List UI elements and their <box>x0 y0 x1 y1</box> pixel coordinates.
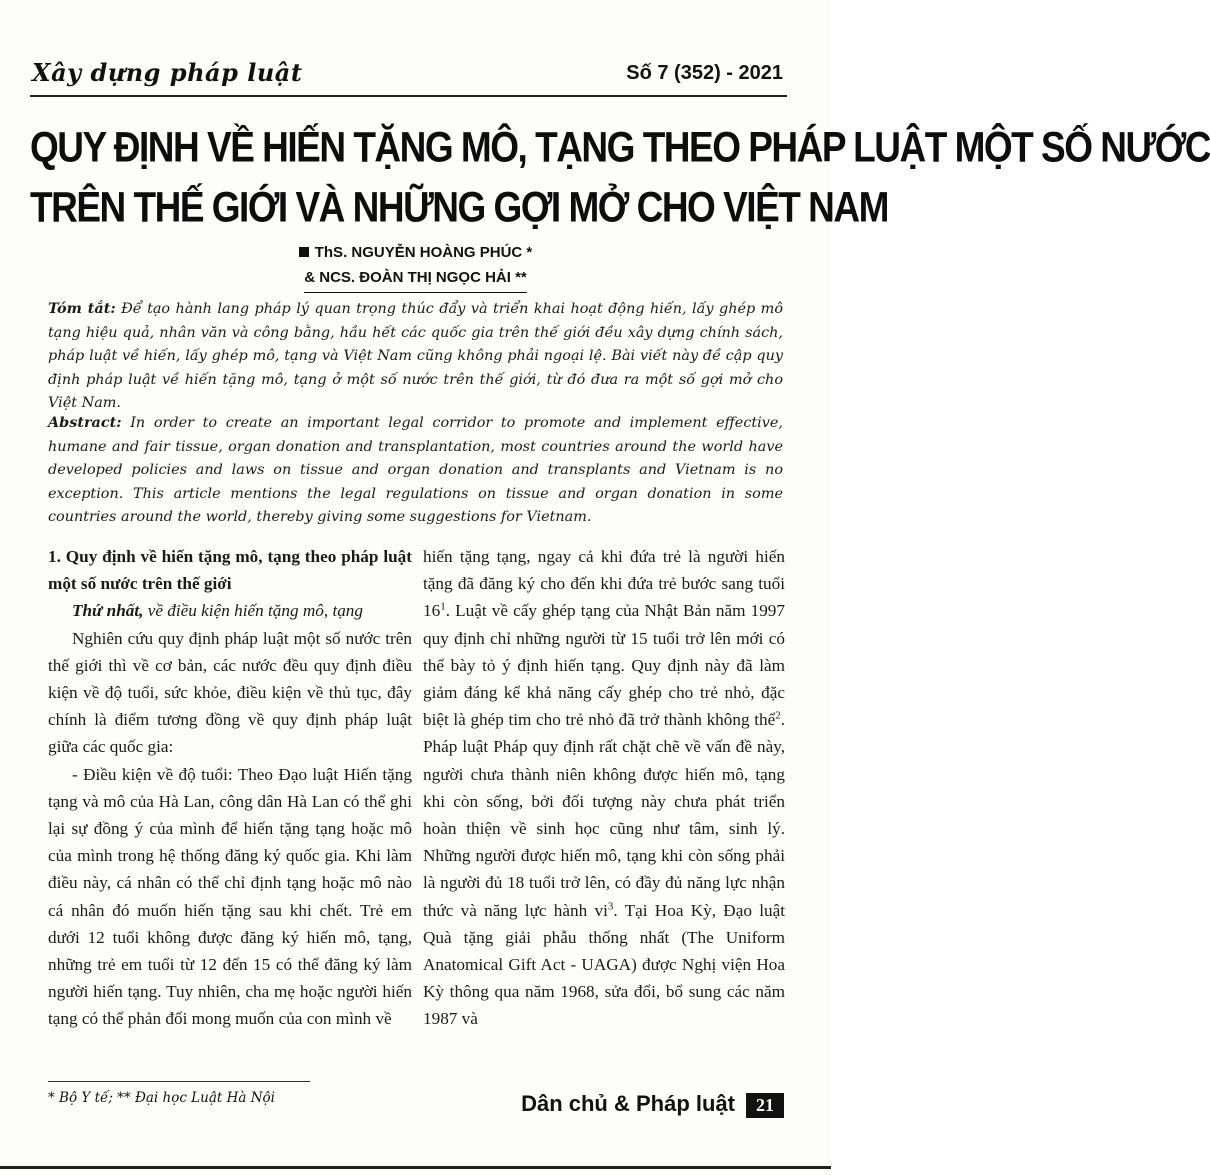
abstract-en-label: Abstract: <box>48 414 122 431</box>
footnote-ref[interactable]: 1 <box>440 600 446 613</box>
abstract-english <box>48 411 783 530</box>
footnote-ref[interactable]: 2 <box>775 709 781 722</box>
bullet-square-icon <box>299 247 309 257</box>
article-title <box>30 118 1210 238</box>
title-line-1: QUY ĐỊNH VỀ HIẾN TẶNG MÔ, TẠNG THEO PHÁP LUẬT MỘT SỐ NƯỚC <box>30 123 1210 171</box>
section-heading: 1. Quy định về hiến tặng mô, tạng theo pháp luật một số nước trên thế giới <box>48 547 412 594</box>
author-list <box>0 240 831 293</box>
abstract-vietnamese <box>48 297 783 416</box>
body-column-right <box>423 543 785 1033</box>
title-line-2: TRÊN THẾ GIỚI VÀ NHỮNG GỢI MỞ CHO VIỆT NAM <box>30 183 888 231</box>
header-divider <box>30 95 787 97</box>
paragraph: - Điều kiện về độ tuổi: Theo Đạo luật Hiến tặng tạng và mô của Hà Lan, công dân Hà Lan có thể ghi lại sự đồng ý của mình để hiến tặng tạng hoặc mô của mình trong hệ thống đăng ký quốc gia. Khi làm điều này, cá nhân có thể chỉ định tạng hoặc mô nào cá nhân đó muốn hiến tặng sau khi chết. Trẻ em dưới 12 tuổi không được đăng ký hiến mô, tạng, những trẻ em tuổi từ 12 đến 15 có thể đăng ký làm người hiến tạng. Tuy nhiên, cha mẹ hoặc người hiến tạng có thể phản đối mong muốn của con mình về <box>48 764 412 1029</box>
author-1: ThS. NGUYỄN HOÀNG PHÚC * <box>0 240 831 265</box>
footnote-divider <box>48 1081 310 1082</box>
page-number: 21 <box>746 1093 784 1118</box>
body-column-left <box>48 543 412 1033</box>
paragraph: Nghiên cứu quy định pháp luật một số nước trên thế giới thì về cơ bản, các nước đều quy định điều kiện về độ tuổi, sức khỏe, điều kiện về thủ tục, đây chính là điểm tương đồng về quy định pháp luật giữa các quốc gia: <box>48 628 412 757</box>
bottom-divider <box>0 1166 831 1169</box>
abstract-en-text: In order to create an important legal corridor to promote and implement effective, humane and fair tissue, organ donation and transplantation, most countries around the world have developed policies and laws on tissue and organ donation and transplants and Vietnam is no exception. This article mentions the legal regulations on tissue and organ donation in some countries around the world, thereby giving some suggestions for Vietnam. <box>48 415 783 525</box>
abstract-vi-text: Để tạo hành lang pháp lý quan trọng thúc đẩy và triển khai hoạt động hiến, lấy ghép mô tạng hiệu quả, nhân văn và công bằng, hầu hết các quốc gia trên thế giới đều xây dựng chính sách, pháp luật về hiến, lấy ghép mô, tạng và Việt Nam cũng không phải ngoại lệ. Bài viết này đề cập quy định pháp luật về hiến tặng mô, tạng ở một số nước trên thế giới, từ đó đưa ra một số gợi mở cho Việt Nam. <box>48 301 783 411</box>
issue-number: Số 7 (352) - 2021 <box>626 62 783 84</box>
author-2: & NCS. ĐOÀN THỊ NGỌC HẢI ** <box>0 265 831 293</box>
paragraph: hiến tặng tạng, ngay cả khi đứa trẻ là người hiến tặng đã đăng ký cho đến khi đứa trẻ bước sang tuổi $16^1$. Luật về cấy ghép tạng của Nhật Bản năm 1997 quy định chỉ những người từ 15 tuổi trở lên mới có thể bày tỏ ý định hiến tạng. Quy định này đã làm giảm đáng kể khả năng cấy ghép cho trẻ nhỏ, đặc biệt là ghép tim cho trẻ nhỏ đã trở thành không thể$^2$. Pháp luật Pháp quy định rất chặt chẽ về vấn đề này, người chưa thành niên không được hiến mô, tạng khi còn sống, bởi đối tượng này chưa phát triển hoàn thiện về sinh học cũng như tâm, sinh lý. Những người được hiến mô, tạng khi còn sống phải là người đủ 18 tuổi trở lên, có đầy đủ năng lực nhận thức và năng lực hành $vi^3$. Tại Hoa Kỳ, Đạo luật Quà tặng giải phẫu thống nhất (The Uniform Anatomical Gift Act - UAGA) được Nghị viện Hoa Kỳ thông qua năm 1968, sửa đổi, bổ sung các năm 1987 và <box>423 547 785 1029</box>
author-affiliations: * Bộ Y tế; ** Đại học Luật Hà Nội <box>48 1090 275 1106</box>
abstract-vi-label: Tóm tắt: <box>48 300 116 317</box>
magazine-name: Dân chủ & Pháp luật <box>521 1091 735 1116</box>
journal-name: Xây dựng pháp luật <box>32 58 303 87</box>
footnote-ref[interactable]: 3 <box>607 899 614 912</box>
subsection-heading: Thứ nhất, về điều kiện hiến tặng mô, tạng <box>72 601 363 621</box>
